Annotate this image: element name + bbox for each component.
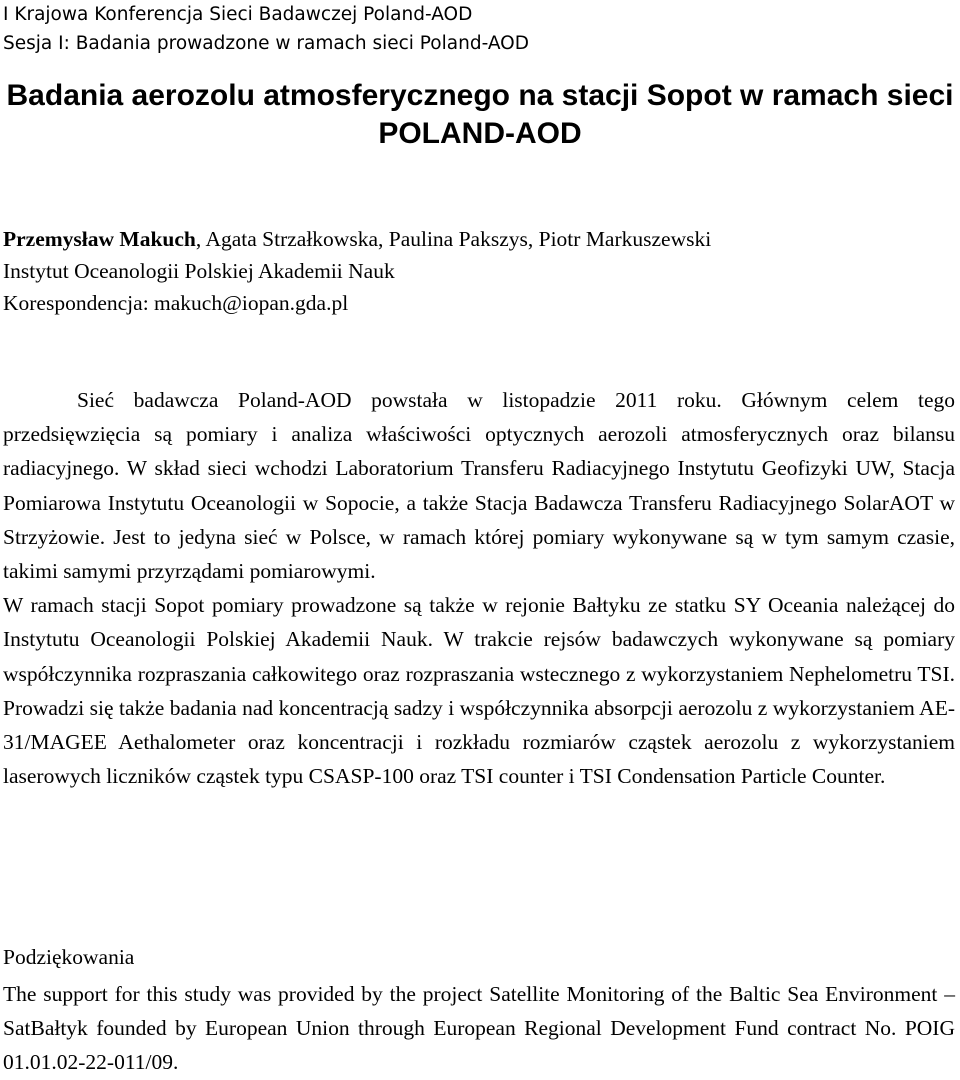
abstract-paragraph-2: W ramach stacji Sopot pomiary prowadzone są także w rejonie Bałtyku ze statku SY Oceania należącej do Instytutu Oceanologii Polskiej Akademii Nauk. W trakcie rejsów badawczych wykonywane są pomiary współczynnika rozpraszania całkowitego oraz rozpraszania wstecznego z wykorzystaniem Nephelometru TSI. Prowadzi się także badania nad koncentracją sadzy i współczynnika absorpcji aerozolu z wykorzystaniem AE-31/MAGEE Aethalometer oraz koncentracji i rozkładu rozmiarów cząstek aerozolu z wykorzystaniem laserowych liczników cząstek typu CSASP-100 oraz TSI counter i TSI Condensation Particle Counter.: [3, 593, 955, 789]
correspondence: Korespondencja: makuch@iopan.gda.pl: [3, 291, 349, 315]
co-authors: , Agata Strzałkowska, Paulina Pakszys, Piotr Markuszewski: [195, 227, 712, 251]
author-list: [3, 223, 711, 255]
paper-title-line-2: POLAND-AOD: [378, 117, 582, 150]
paper-title: [0, 77, 960, 153]
acknowledgements-heading: Podziękowania: [3, 945, 135, 969]
lead-author: Przemysław Makuch: [3, 227, 196, 251]
conference-name: I Krajowa Konferencja Sieci Badawczej Poland-AOD: [3, 4, 473, 25]
abstract-body: [3, 383, 955, 793]
paper-title-line-1: Badania aerozolu atmosferycznego na stacji Sopot w ramach sieci: [6, 79, 954, 112]
affiliation: Instytut Oceanologii Polskiej Akademii Nauk: [3, 259, 395, 283]
session-name: Sesja I: Badania prowadzone w ramach sieci Poland-AOD: [3, 33, 529, 54]
author-block: [3, 223, 711, 319]
acknowledgements-text: The support for this study was provided by the project Satellite Monitoring of the Baltic Sea Environment – SatBałtyk founded by European Union through European Regional Development Fund contract No. POIG 01.01.02-22-011/09.: [3, 982, 955, 1075]
abstract-paragraph-1: Sieć badawcza Poland-AOD powstała w listopadzie 2011 roku. Głównym celem tego przedsięwzięcia są pomiary i analiza właściwości optycznych aerozoli atmosferycznych oraz bilansu radiacyjnego. W skład sieci wchodzi Laboratorium Transferu Radiacyjnego Instytutu Geofizyki UW, Stacja Pomiarowa Instytutu Oceanologii w Sopocie, a także Stacja Badawcza Transferu Radiacyjnego SolarAOT w Strzyżowie. Jest to jedyna sieć w Polsce, w ramach której pomiary wykonywane są w tym samym czasie, takimi samymi przyrządami pomiarowymi.: [3, 388, 955, 584]
conference-header: [3, 0, 529, 58]
